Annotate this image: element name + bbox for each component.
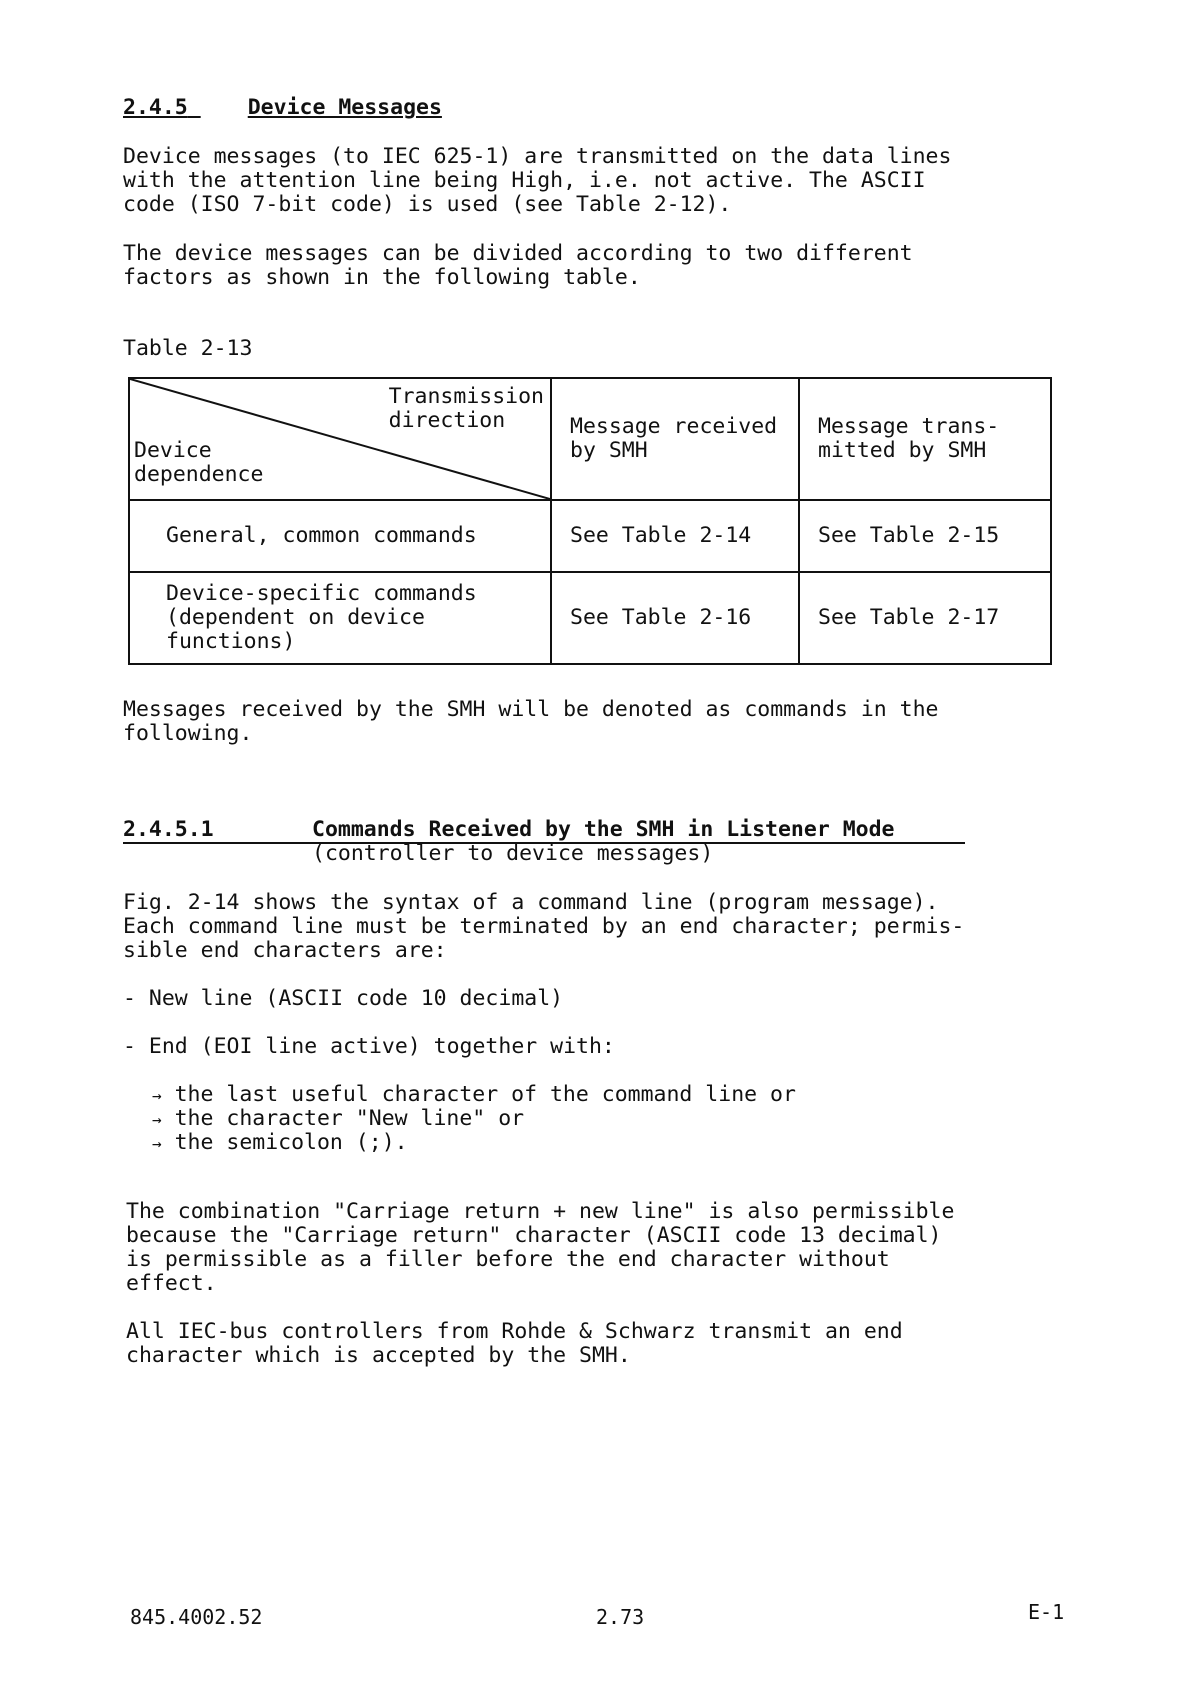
corner-top-label: Transmission direction (388, 384, 544, 433)
sub-list-item (152, 1131, 408, 1156)
section-title: Device Messages (247, 95, 442, 120)
row-received: See Table 2-16 (551, 572, 799, 664)
corner-bottom-label: Device dependence (134, 438, 264, 487)
table-caption: Table 2-13 (123, 336, 253, 361)
paragraph-5: The combination "Carriage return + new line" is also permissible because the "Carriage return" character (ASCII code 13 decimal) is permissible as a filler before the end character without effect. (126, 1199, 955, 1296)
table-2-13 (128, 377, 1052, 665)
paragraph-2: The device messages can be divided according to two different factors as shown in the following table. (123, 241, 913, 290)
sub-list-text: the last useful character of the command line or (174, 1082, 796, 1107)
paragraph-1: Device messages (to IEC 625-1) are transmitted on the data lines with the attention line being High, i.e. not active. The ASCII code (ISO 7-bit code) is used (see Table 2-12). (123, 144, 952, 217)
subsection-number: 2.4.5.1 (123, 817, 214, 842)
arrow-bullet-icon: → (152, 1086, 162, 1105)
row-received: See Table 2-14 (551, 500, 799, 572)
paragraph-4: Fig. 2-14 shows the syntax of a command line (program message). Each command line must be terminated by an end character; permis- sible end characters are: (123, 890, 965, 963)
col2-header: Message trans- mitted by SMH (799, 378, 1051, 500)
list-item: - New line (ASCII code 10 decimal) (123, 986, 564, 1011)
sub-list-item (152, 1107, 524, 1132)
row-label: General, common commands (129, 500, 551, 572)
table-row (129, 572, 1051, 664)
subsection-subtitle: (controller to device messages) (312, 841, 714, 866)
footer-doc-number: 845.4002.52 (130, 1605, 263, 1629)
sub-list-text: the character "New line" or (174, 1106, 525, 1131)
list-item: - End (EOI line active) together with: (123, 1034, 615, 1059)
subsection-title: Commands Received by the SMH in Listener Mode (312, 817, 895, 842)
row-transmitted: See Table 2-17 (799, 572, 1051, 664)
footer-page-number: 2.73 (596, 1605, 645, 1629)
paragraph-6: All IEC-bus controllers from Rohde & Schwarz transmit an end character which is accepted by the SMH. (126, 1319, 903, 1368)
table-row (129, 500, 1051, 572)
row-transmitted: See Table 2-15 (799, 500, 1051, 572)
row-label: Device-specific commands (dependent on device functions) (129, 572, 551, 664)
section-number: 2.4.5 (123, 95, 188, 120)
col1-header: Message received by SMH (551, 378, 799, 500)
arrow-bullet-icon: → (152, 1110, 162, 1129)
section-heading (123, 96, 442, 120)
table-header-row (129, 378, 1051, 500)
sub-list-item (152, 1083, 796, 1108)
paragraph-3: Messages received by the SMH will be denoted as commands in the following. (123, 697, 939, 746)
table-corner-cell (129, 378, 551, 500)
arrow-bullet-icon: → (152, 1134, 162, 1153)
sub-list-text: the semicolon (;). (174, 1130, 408, 1155)
heading-spacer (188, 96, 248, 120)
footer-edition: E-1 (1028, 1600, 1065, 1624)
